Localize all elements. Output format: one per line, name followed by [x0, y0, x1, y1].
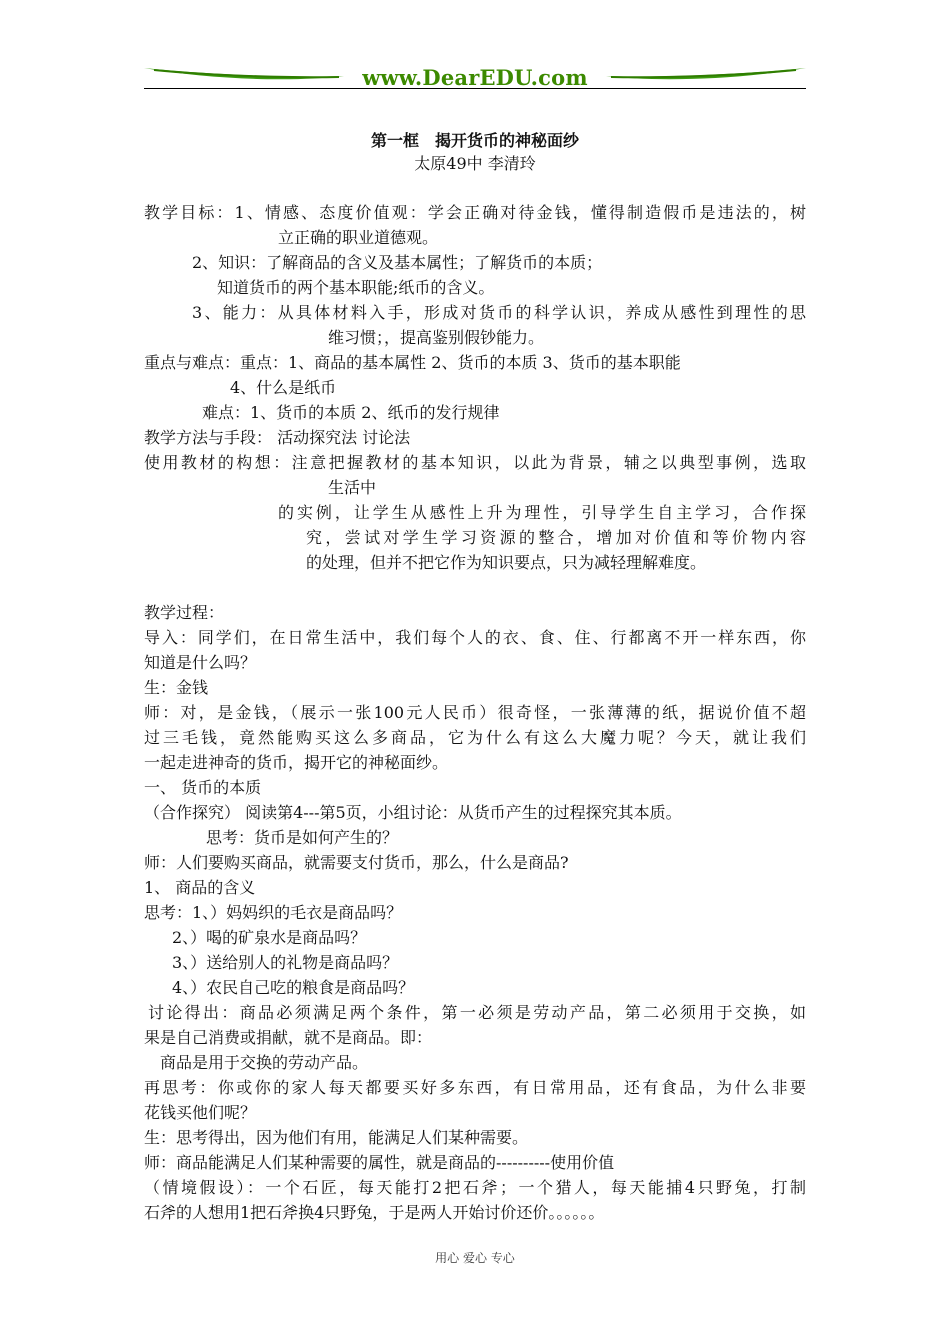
text-line: 师：对，是金钱，（展示一张100元人民币）很奇怪，一张薄薄的纸，据说价值不超 — [144, 703, 806, 722]
text-line: 过三毛钱，竟然能购买这么多商品，它为什么有这么大魔力呢？今天，就让我们 — [144, 728, 806, 747]
text-line: 维习惯；，提高鉴别假钞能力。 — [328, 328, 545, 347]
text-line: 花钱买他们呢？ — [144, 1103, 257, 1122]
text-line: 知道货币的两个基本职能;纸币的含义。 — [217, 278, 495, 297]
text-line: 思考：1、）妈妈织的毛衣是商品吗？ — [144, 903, 403, 922]
header-rule — [144, 88, 806, 89]
document-author: 太原49中 李清玲 — [414, 154, 536, 173]
document-title: 第一框 揭开货币的神秘面纱 — [370, 131, 579, 150]
text-line: 教学方法与手段： 活动探究法 讨论法 — [144, 428, 411, 447]
text-line: 使用教材的构想：注意把握教材的基本知识，以此为背景，辅之以典型事例，选取 — [144, 453, 806, 472]
text-line: 2、）喝的矿泉水是商品吗？ — [172, 928, 367, 947]
text-line: 教学过程： — [144, 603, 225, 622]
text-line: 一起走进神奇的货币，揭开它的神秘面纱。 — [144, 753, 449, 772]
text-line: 师：商品能满足人们某种需要的属性，就是商品的----------使用价值 — [144, 1153, 615, 1172]
text-line: 的实例，让学生从感性上升为理性，引导学生自主学习，合作探 — [278, 503, 806, 522]
text-line: 4、）农民自己吃的粮食是商品吗？ — [172, 978, 415, 997]
page-footer: 用心 爱心 专心 — [435, 1251, 515, 1265]
text-line: 生：思考得出，因为他们有用，能满足人们某种需要。 — [144, 1128, 529, 1147]
text-line: 知道是什么吗？ — [144, 653, 257, 672]
text-line: 生：金钱 — [144, 678, 209, 697]
text-line: 重点与难点：重点：1、商品的基本属性 2、货币的本质 3、货币的基本职能 — [144, 353, 681, 372]
text-line: 4、什么是纸币 — [230, 378, 337, 397]
text-line: 讨论得出：商品必须满足两个条件，第一必须是劳动产品，第二必须用于交换，如 — [148, 1003, 806, 1022]
text-line: 的处理，但并不把它作为知识要点，只为减轻理解难度。 — [306, 553, 707, 572]
text-line: 3、能力：从具体材料入手，形成对货币的科学认识，养成从感性到理性的思 — [192, 303, 806, 322]
text-line: 再思考：你或你的家人每天都要买好多东西，有日常用品，还有食品，为什么非要 — [144, 1078, 806, 1097]
text-line: 2、知识：了解商品的含义及基本属性；了解货币的本质； — [192, 253, 603, 272]
site-brand-logo: www.DearEDU.com — [362, 65, 588, 90]
text-line: 思考：货币是如何产生的？ — [206, 828, 399, 847]
text-line: 商品是用于交换的劳动产品。 — [160, 1053, 369, 1072]
text-line: （合作探究） 阅读第4---第5页，小组讨论：从货币产生的过程探究其本质。 — [144, 803, 682, 822]
subsection-heading: 1、 商品的含义 — [144, 878, 256, 897]
text-line: 难点：1、货币的本质 2、纸币的发行规律 — [202, 403, 500, 422]
text-line: 导入：同学们，在日常生活中，我们每个人的衣、食、住、行都离不开一样东西，你 — [144, 628, 806, 647]
section-heading: 一、 货币的本质 — [144, 778, 262, 797]
text-line: 3、）送给别人的礼物是商品吗？ — [172, 953, 399, 972]
text-line: 究，尝试对学生学习资源的整合，增加对价值和等价物内容 — [306, 528, 806, 547]
text-line: 生活中 — [328, 478, 377, 497]
site-header-banner — [144, 64, 806, 94]
text-line: 教学目标：1、情感、态度价值观：学会正确对待金钱，懂得制造假币是违法的，树 — [144, 203, 806, 222]
text-line: 立正确的职业道德观。 — [278, 228, 439, 247]
text-line: 师：人们要购买商品，就需要支付货币，那么，什么是商品? — [144, 853, 569, 872]
text-line: 石斧的人想用1把石斧换4只野兔，于是两人开始讨价还价。。。。。。 — [144, 1203, 605, 1222]
text-line: 果是自己消费或捐献，就不是商品。即： — [144, 1028, 433, 1047]
text-line: （情境假设）：一个石匠，每天能打2把石斧；一个猎人，每天能捕4只野兔，打制 — [144, 1178, 806, 1197]
